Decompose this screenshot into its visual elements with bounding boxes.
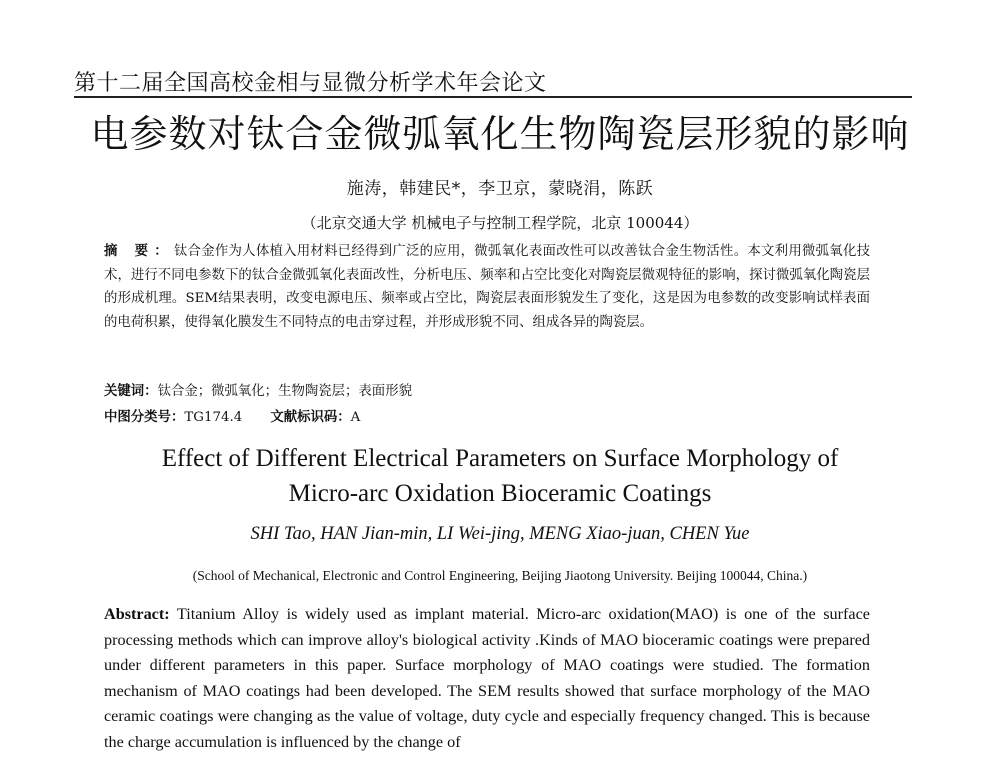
running-head: 第十二届全国高校金相与显微分析学术年会论文 — [74, 71, 547, 96]
chinese-abstract — [104, 240, 870, 334]
chinese-abstract-label: 摘 要： — [104, 243, 174, 259]
english-abstract-text: Titanium Alloy is widely used as implant material. Micro-arc oxidation(MAO) is one of the surface processing methods which can improve alloy's biological activity .Kinds of MAO bioceramic coatings were prepared under different parameters in this paper. Surface morphology of MAO coatings were studied. The formation mechanism of MAO coatings had been developed. The SEM results showed that surface morphology of the MAO ceramic coatings were changing as the value of voltage, duty cycle and especially frequency changed. This is because the charge accumulation is influenced by the change of — [104, 605, 870, 751]
chinese-keywords-text: 钛合金；微弧氧化；生物陶瓷层；表面形貌 — [157, 384, 412, 399]
english-abstract-label: Abstract: — [104, 605, 170, 623]
classification-label: 中图分类号： — [104, 409, 185, 425]
chinese-authors: 施涛，韩建民*，李卫京，蒙晓涓，陈跃 — [346, 179, 654, 199]
english-authors: SHI Tao, HAN Jian-min, LI Wei-jing, MENG Xiao-juan, CHEN Yue — [250, 524, 750, 544]
english-title — [0, 441, 1000, 511]
english-title-line-2: Micro-arc Oxidation Bioceramic Coatings — [288, 480, 712, 507]
english-affiliation: (School of Mechanical, Electronic and Control Engineering, Beijing Jiaotong University. Beijing 100044, China.) — [192, 568, 808, 583]
document-code-label: 文献标识码： — [270, 409, 351, 425]
chinese-abstract-text: 钛合金作为人体植入用材料已经得到广泛的应用，微弧氧化表面改性可以改善钛合金生物活性。本文利用微弧氧化技术，进行不同电参数下的钛合金微弧氧化表面改性，分析电压、频率和占空比变化对陶瓷层微观特征的影响，探讨微弧氧化陶瓷层的形成机理。SEM结果表明，改变电源电压、频率或占空比，陶瓷层表面形貌发生了变化，这是因为电参数的改变影响试样表面的电荷积累，使得氧化膜发生不同特点的电击穿过程，并形成形貌不同、组成各异的陶瓷层。 — [104, 244, 870, 330]
document-code-value: A — [350, 410, 361, 425]
chinese-keywords-label: 关键词： — [104, 383, 158, 399]
chinese-title: 电参数对钛合金微弧氧化生物陶瓷层形貌的影响 — [90, 112, 910, 156]
header-rule — [74, 96, 912, 98]
english-title-line-1: Effect of Different Electrical Parameters on Surface Morphology of — [161, 445, 839, 472]
classification-value: TG174.4 — [184, 410, 243, 425]
classification-line — [104, 406, 360, 425]
chinese-keywords — [104, 380, 412, 399]
chinese-affiliation: （北京交通大学 机械电子与控制工程学院，北京 100044） — [301, 214, 699, 232]
english-abstract — [104, 602, 870, 755]
